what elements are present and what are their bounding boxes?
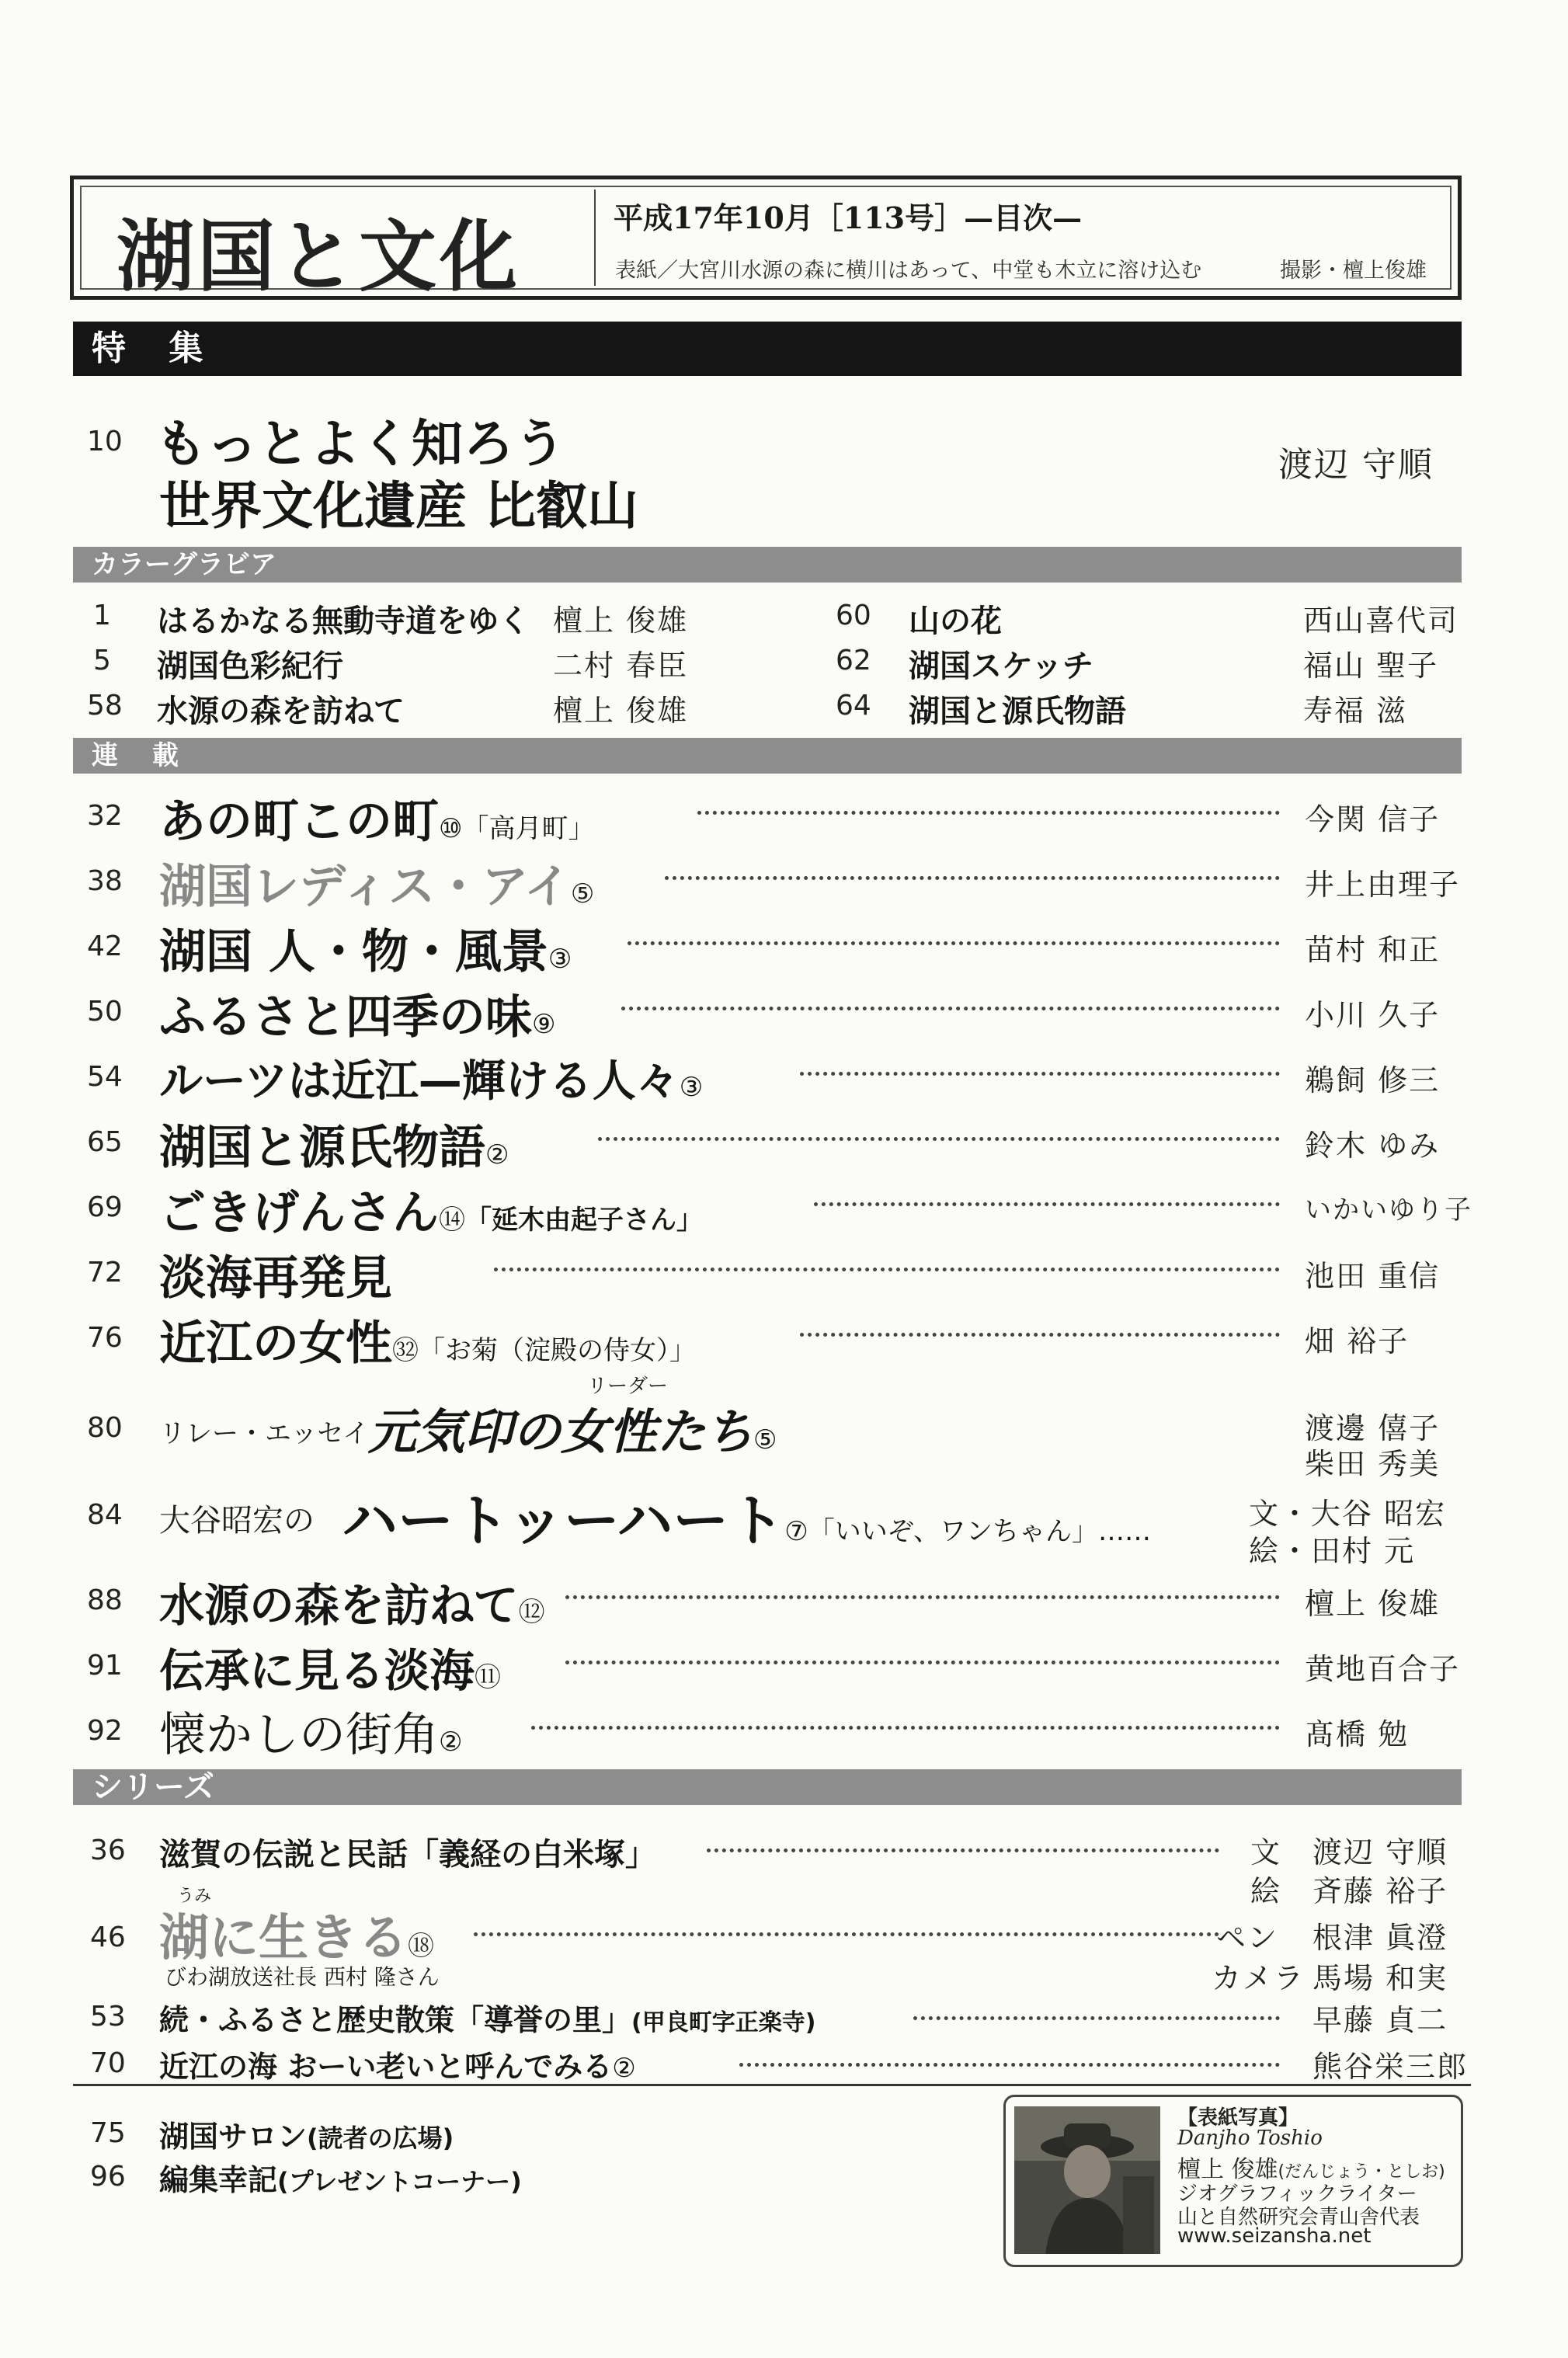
serial-author: 小川 久子 [1305, 998, 1441, 1032]
leader-dots [697, 811, 1280, 815]
gravure-author: 寿福 滋 [1303, 694, 1408, 728]
series-role: 文 [1250, 1835, 1282, 1869]
series-page[interactable]: 70 [90, 2047, 126, 2079]
section-series: シリーズ [73, 1769, 1462, 1805]
series-subline: びわ湖放送社長 西村 隆さん [165, 1964, 440, 1990]
serial-author: 今関 信子 [1305, 802, 1441, 836]
gravure-page[interactable]: 5 [93, 645, 111, 676]
photographer-portrait [1014, 2106, 1160, 2254]
leader-dots [800, 1072, 1280, 1076]
series-title[interactable]: 湖に生きる⑱ [159, 1909, 434, 1967]
serial-author: 髙橋 勉 [1305, 1717, 1410, 1751]
section-serials: 連 載 [73, 738, 1462, 774]
leader-dots [494, 1268, 1280, 1271]
credit-role: ジオグラフィックライター [1177, 2182, 1417, 2206]
serial-title[interactable]: ルーツは近江—輝ける人々③ [159, 1056, 704, 1107]
gravure-author: 檀上 俊雄 [553, 694, 689, 728]
serial-title[interactable]: ごきげんさん⑭「延木由起子さん」 [159, 1186, 703, 1240]
serial-author: 文・大谷 昭宏 [1249, 1497, 1447, 1531]
serial-title[interactable]: 近江の女性㉜「お菊（淀殿の侍女）」 [159, 1316, 696, 1371]
gravure-author: 檀上 俊雄 [553, 603, 689, 638]
gravure-title[interactable]: 湖国スケッチ [909, 649, 1093, 684]
leader-dots [913, 2016, 1280, 2020]
credit-label: 【表紙写真】 [1177, 2106, 1299, 2130]
serial-author: 井上由理子 [1305, 868, 1461, 902]
serial-title[interactable]: 湖国 人・物・風景③ [159, 925, 572, 979]
magazine-title: 湖国と文化 [116, 210, 520, 302]
serial-author-2: 絵・田村 元 [1249, 1534, 1416, 1568]
credit-name: 檀上 俊雄(だんじょう・としお) [1177, 2156, 1445, 2183]
serial-page[interactable]: 91 [87, 1650, 123, 1682]
gravure-title[interactable]: 湖国と源氏物語 [909, 694, 1126, 729]
credit-org: 山と自然研究会青山舎代表 [1177, 2206, 1420, 2229]
leader-dots [739, 2063, 1280, 2067]
leader-dots [665, 876, 1280, 880]
leader-dots [565, 1595, 1280, 1599]
gravure-author: 福山 聖子 [1303, 649, 1439, 683]
series-author: 斉藤 裕子 [1312, 1874, 1448, 1908]
serial-title[interactable]: 元気印の女性たち⑤ [368, 1403, 777, 1460]
gravure-title[interactable]: はるかなる無動寺道をゆく [157, 603, 530, 639]
cover-credit: 撮影・檀上俊雄 [1280, 259, 1427, 283]
serial-page[interactable]: 80 [87, 1412, 123, 1444]
misc-page[interactable]: 96 [90, 2161, 126, 2193]
gravure-page[interactable]: 1 [93, 600, 111, 631]
series-role: カメラ [1212, 1961, 1306, 1995]
serial-page[interactable]: 69 [87, 1191, 123, 1223]
serial-title[interactable]: 湖国レディス・アイ⑤ [159, 860, 595, 914]
serial-prefix: リレー・エッセイ [159, 1418, 370, 1449]
serial-title[interactable]: 湖国と源氏物語② [159, 1121, 509, 1175]
serial-author-2: 柴田 秀美 [1305, 1447, 1441, 1481]
serial-page[interactable]: 92 [87, 1715, 123, 1747]
serial-title[interactable]: ハートッーハート⑦「いいぞ、ワンちゃん」…… [342, 1488, 1152, 1553]
feature-title-line1[interactable]: もっとよく知ろう [155, 414, 565, 474]
serial-page[interactable]: 38 [87, 865, 123, 897]
leader-dots [474, 1932, 1219, 1936]
leader-dots [628, 941, 1280, 945]
serial-author: 苗村 和正 [1305, 933, 1441, 967]
leader-dots [800, 1333, 1280, 1337]
credit-url[interactable]: www.seizansha.net [1177, 2224, 1372, 2248]
serial-title[interactable]: あの町この町⑩「高月町」 [159, 795, 595, 849]
serial-page[interactable]: 76 [87, 1322, 123, 1354]
serial-page[interactable]: 88 [87, 1584, 123, 1616]
serial-page[interactable]: 72 [87, 1257, 123, 1289]
series-page[interactable]: 36 [90, 1835, 126, 1866]
misc-title[interactable]: 湖国サロン(読者の広場) [159, 2120, 454, 2154]
serial-page[interactable]: 32 [87, 800, 123, 832]
serial-author: 鈴木 ゆみ [1305, 1129, 1441, 1163]
leader-dots [531, 1726, 1280, 1730]
divider [73, 2084, 1471, 2086]
serial-prefix: 大谷昭宏の [159, 1503, 315, 1539]
gravure-author: 西山喜代司 [1303, 603, 1459, 638]
series-author: 馬場 和実 [1312, 1961, 1448, 1995]
gravure-page[interactable]: 64 [836, 690, 871, 722]
serial-page[interactable]: 50 [87, 996, 123, 1028]
serial-author: 黄地百合子 [1305, 1652, 1461, 1686]
serial-title[interactable]: 懐かしの街角② [159, 1708, 463, 1762]
serial-page[interactable]: 42 [87, 930, 123, 962]
gravure-title[interactable]: 湖国色彩紀行 [157, 649, 343, 684]
gravure-author: 二村 春臣 [553, 649, 689, 683]
serial-page[interactable]: 84 [87, 1499, 123, 1531]
misc-page[interactable]: 75 [90, 2117, 126, 2149]
serial-title[interactable]: 伝承に見る淡海⑪ [159, 1644, 502, 1697]
serial-author: 渡邊 僖子 [1305, 1411, 1441, 1445]
serial-author: 畑 裕子 [1305, 1324, 1410, 1358]
leader-dots [707, 1848, 1219, 1852]
series-page[interactable]: 53 [90, 2001, 126, 2033]
serial-title[interactable]: ふるさと四季の味⑨ [159, 990, 556, 1045]
feature-author: 渡辺 守順 [1278, 445, 1434, 485]
series-author: 根津 眞澄 [1312, 1921, 1448, 1955]
serial-author: いかいゆり子 [1305, 1195, 1472, 1226]
leader-dots [621, 1007, 1280, 1010]
gravure-title[interactable]: 水源の森を訪ねて [157, 694, 405, 729]
ruby-text: うみ [177, 1887, 212, 1906]
series-role: 絵 [1250, 1874, 1282, 1908]
issue-line: 平成17年10月［113号］—目次— [614, 200, 1083, 235]
feature-title-line2[interactable]: 世界文化遺産 比叡山 [159, 476, 638, 536]
leader-dots [565, 1661, 1280, 1664]
leader-dots [598, 1137, 1280, 1141]
series-title[interactable]: 滋賀の伝説と民話「義経の白米塚」 [159, 1837, 656, 1873]
series-author: 渡辺 守順 [1312, 1835, 1448, 1869]
series-author: 早藤 貞二 [1312, 2003, 1448, 2037]
ruby-text: リーダー [587, 1375, 669, 1398]
section-color-gravure: カラーグラビア [73, 547, 1462, 583]
series-title[interactable]: 続・ふるさと歴史散策「導誉の里」(甲良町字正楽寺) [159, 2003, 816, 2037]
serial-page[interactable]: 65 [87, 1126, 123, 1158]
series-role: ペン [1216, 1921, 1279, 1955]
serial-author: 鵜飼 修三 [1305, 1063, 1441, 1097]
series-author: 熊谷栄三郎 [1312, 2050, 1469, 2084]
gravure-page[interactable]: 60 [836, 600, 871, 631]
serial-page[interactable]: 54 [87, 1061, 123, 1093]
gravure-title[interactable]: 山の花 [909, 603, 1002, 639]
credit-romaji: Danjho Toshio [1177, 2127, 1323, 2150]
leader-dots [814, 1202, 1280, 1206]
serial-title[interactable]: 淡海再発見 [159, 1251, 392, 1306]
misc-title[interactable]: 編集幸記(プレゼントコーナー) [159, 2163, 522, 2197]
section-feature: 特 集 [73, 322, 1462, 376]
cover-caption: 表紙／大宮川水源の森に横川はあって、中堂も木立に溶け込む [615, 259, 1202, 283]
serial-author: 檀上 俊雄 [1305, 1587, 1441, 1621]
feature-page[interactable]: 10 [87, 426, 123, 457]
serial-author: 池田 重信 [1305, 1259, 1441, 1293]
gravure-page[interactable]: 62 [836, 645, 871, 676]
series-title[interactable]: 近江の海 おーい老いと呼んでみる② [159, 2050, 636, 2084]
masthead-divider [594, 190, 596, 286]
serial-title[interactable]: 水源の森を訪ねて⑫ [159, 1579, 545, 1632]
gravure-page[interactable]: 58 [87, 690, 123, 722]
series-page[interactable]: 46 [90, 1922, 126, 1953]
